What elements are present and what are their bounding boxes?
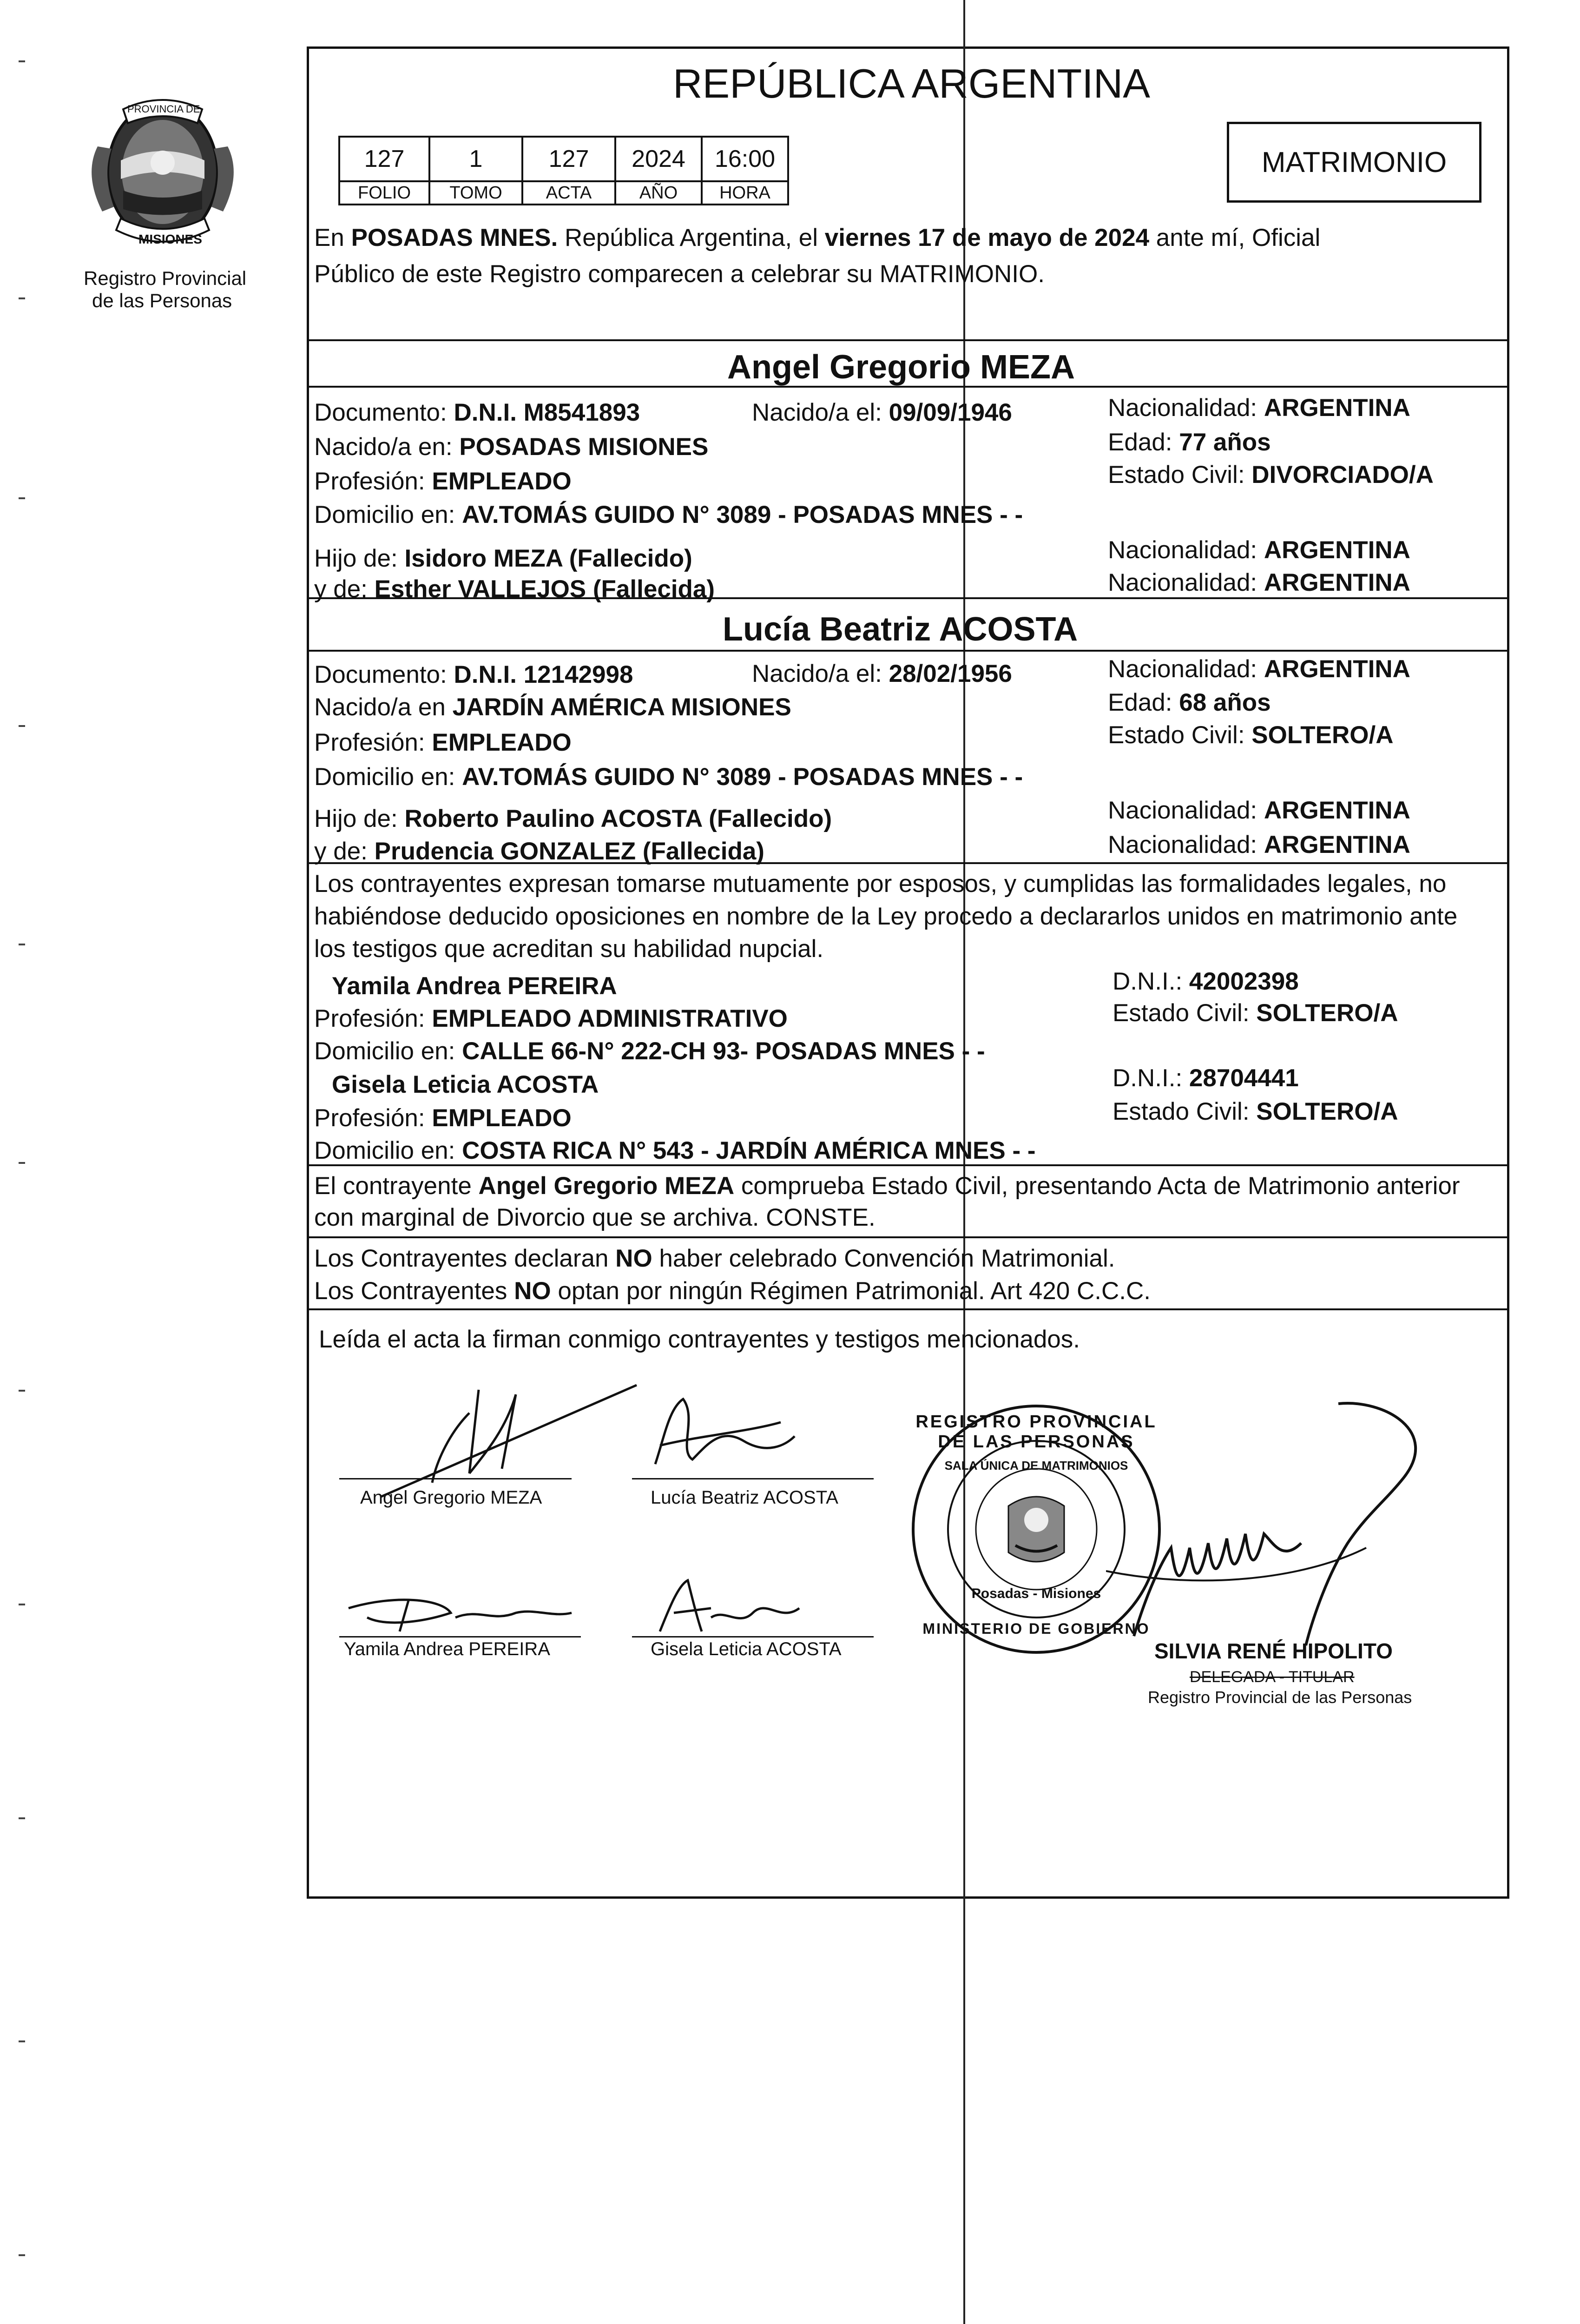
spouse1-age: Edad: 77 años <box>1108 429 1271 456</box>
spouse1-birthplace: Nacido/a en: POSADAS MISIONES <box>314 433 709 461</box>
spouse2-mother: y de: Prudencia GONZALEZ (Fallecida) <box>314 838 764 865</box>
signature-2-scribble <box>627 1390 813 1483</box>
intro-line-2: Público de este Registro comparecen a celebrar su MATRIMONIO. <box>314 260 1045 288</box>
spouse2-nationality: Nacionalidad: ARGENTINA <box>1108 655 1410 683</box>
spouse2-profession: Profesión: EMPLEADO <box>314 729 572 756</box>
signature-2-label: Lucía Beatriz ACOSTA <box>651 1487 838 1508</box>
stamp-bottom-text: MINISTERIO DE GOBIERNO <box>922 1620 1150 1637</box>
spouse1-name: Angel Gregorio MEZA <box>727 349 1075 386</box>
signature-3-scribble <box>339 1580 599 1641</box>
witness1-civil-status: Estado Civil: SOLTERO/A <box>1113 999 1398 1027</box>
stamp-inner-text: SALA ÚNICA DE MATRIMONIOS <box>944 1459 1128 1472</box>
spouse1-address: Domicilio en: AV.TOMÁS GUIDO N° 3089 - POSADAS MNES - - <box>314 501 1023 528</box>
signature-4-line <box>632 1636 874 1637</box>
declaration-line-1: Los contrayentes expresan tomarse mutuamente por esposos, y cumplidas las formalidades legales, no <box>314 870 1447 898</box>
folio-value: 127 <box>339 137 429 181</box>
spouse2-civil-status: Estado Civil: SOLTERO/A <box>1108 721 1394 749</box>
closing-text: Leída el acta la firman conmigo contrayentes y testigos mencionados. <box>319 1326 1080 1353</box>
spouse1-profession: Profesión: EMPLEADO <box>314 468 572 495</box>
witness2-civil-status: Estado Civil: SOLTERO/A <box>1113 1098 1398 1125</box>
spouse2-document: Documento: D.N.I. 12142998 <box>314 661 633 688</box>
note-line-1: El contrayente Angel Gregorio MEZA comprueba Estado Civil, presentando Acta de Matrimonio anterior <box>314 1172 1460 1200</box>
official-role: DELEGADA - TITULAR <box>1190 1668 1355 1686</box>
stamp-outer-text: REGISTRO PROVINCIAL DE LAS PERSONAS <box>915 1412 1157 1452</box>
logo-ribbon-top: PROVINCIA DE <box>127 103 200 115</box>
stamp-city-text: Posadas - Misiones <box>971 1586 1101 1601</box>
note-line-2: con marginal de Divorcio que se archiva. CONSTE. <box>314 1204 876 1231</box>
signature-1-line <box>339 1478 572 1479</box>
spouse2-age: Edad: 68 años <box>1108 689 1271 716</box>
spouse1-mother: y de: Esther VALLEJOS (Fallecida) <box>314 575 715 603</box>
spouse2-address: Domicilio en: AV.TOMÁS GUIDO N° 3089 - POSADAS MNES - - <box>314 763 1023 791</box>
signature-3-line <box>339 1636 581 1637</box>
divider-header <box>307 339 1509 341</box>
spouse1-mother-nationality: Nacionalidad: ARGENTINA <box>1108 569 1410 596</box>
intro-line-1: En POSADAS MNES. República Argentina, el viernes 17 de mayo de 2024 ante mí, Oficial <box>314 224 1321 251</box>
witness2-profession: Profesión: EMPLEADO <box>314 1104 572 1132</box>
acta-label: ACTA <box>522 181 615 205</box>
spouse1-birthdate: Nacido/a el: 09/09/1946 <box>752 399 1012 426</box>
witness1-name: Yamila Andrea PEREIRA <box>332 972 617 1000</box>
spouse1-document: Documento: D.N.I. M8541893 <box>314 399 640 426</box>
logo-label-2: de las Personas <box>92 290 232 311</box>
act-type-box: MATRIMONIO <box>1227 122 1481 203</box>
witness1-profession: Profesión: EMPLEADO ADMINISTRATIVO <box>314 1005 788 1032</box>
hour-label: HORA <box>702 181 788 205</box>
declaration-line-2: habiéndose deducido oposiciones en nombre de la Ley procedo a declararlos unidos en matrimonio ante <box>314 903 1458 930</box>
signature-4-scribble <box>632 1571 827 1641</box>
regime-line-2: Los Contrayentes NO optan por ningún Régimen Patrimonial. Art 420 C.C.C. <box>314 1277 1151 1305</box>
spouse1-nationality: Nacionalidad: ARGENTINA <box>1108 394 1410 422</box>
spouse2-mother-nationality: Nacionalidad: ARGENTINA <box>1108 831 1410 858</box>
year-label: AÑO <box>615 181 702 205</box>
tomo-value: 1 <box>429 137 522 181</box>
logo-label-1: Registro Provincial <box>84 267 247 289</box>
year-value: 2024 <box>615 137 702 181</box>
witness2-dni: D.N.I.: 28704441 <box>1113 1064 1299 1092</box>
spouse2-name: Lucía Beatriz ACOSTA <box>723 611 1078 648</box>
signature-4-label: Gisela Leticia ACOSTA <box>651 1639 842 1659</box>
witness2-address: Domicilio en: COSTA RICA N° 543 - JARDÍN AMÉRICA MNES - - <box>314 1137 1036 1164</box>
tomo-label: TOMO <box>429 181 522 205</box>
official-name: SILVIA RENÉ HIPOLITO <box>1154 1639 1393 1663</box>
spouse1-father-nationality: Nacionalidad: ARGENTINA <box>1108 536 1410 564</box>
country-title: REPÚBLICA ARGENTINA <box>673 60 1150 106</box>
spouse2-father: Hijo de: Roberto Paulino ACOSTA (Fallecido) <box>314 805 832 832</box>
spouse1-father: Hijo de: Isidoro MEZA (Fallecido) <box>314 545 692 572</box>
witness1-dni: D.N.I.: 42002398 <box>1113 968 1299 995</box>
spouse1-civil-status: Estado Civil: DIVORCIADO/A <box>1108 461 1434 489</box>
declaration-line-3: los testigos que acreditan su habilidad nupcial. <box>314 935 824 963</box>
acta-value: 127 <box>522 137 615 181</box>
signature-1-label: Angel Gregorio MEZA <box>360 1487 542 1508</box>
logo-ribbon-bottom: MISIONES <box>138 232 202 246</box>
witness2-name: Gisela Leticia ACOSTA <box>332 1071 599 1098</box>
spouse2-birthplace: Nacido/a en JARDÍN AMÉRICA MISIONES <box>314 693 791 721</box>
divider-regime <box>307 1308 1509 1310</box>
registry-table <box>338 136 789 205</box>
registry-logo <box>70 91 256 314</box>
signature-3-label: Yamila Andrea PEREIRA <box>344 1639 550 1659</box>
hour-value: 16:00 <box>702 137 788 181</box>
witness1-address: Domicilio en: CALLE 66-N° 222-CH 93- POSADAS MNES - - <box>314 1037 985 1065</box>
signature-2-line <box>632 1478 874 1479</box>
regime-line-1: Los Contrayentes declaran NO haber celebrado Convención Matrimonial. <box>314 1245 1115 1272</box>
divider-spouse2-name <box>307 650 1509 652</box>
folio-label: FOLIO <box>339 181 429 205</box>
spouse2-father-nationality: Nacionalidad: ARGENTINA <box>1108 797 1410 824</box>
divider-note <box>307 1236 1509 1238</box>
spouse2-birthdate: Nacido/a el: 28/02/1956 <box>752 660 1012 687</box>
official-signature-scribble <box>1106 1394 1459 1655</box>
official-office: Registro Provincial de las Personas <box>1148 1688 1412 1707</box>
